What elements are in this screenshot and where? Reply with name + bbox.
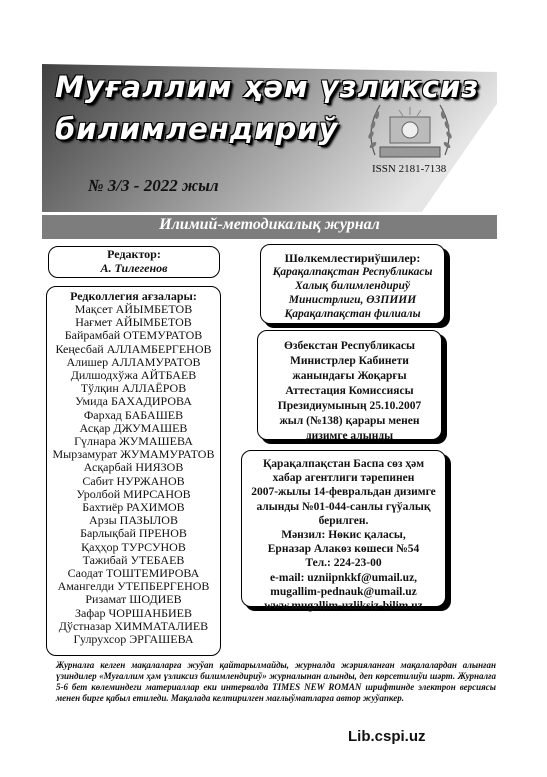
- board-member: Мақсет АЙЫМБЕТОВ: [74, 302, 193, 316]
- board-title: Редколлегия ағзалары:: [70, 289, 197, 303]
- attestation-line: жыл (№138) қарары менен: [279, 415, 420, 427]
- founders-line: Халық билимлендириў: [294, 280, 411, 292]
- founders-line: Министрлиги, ӨЗПИИИ: [288, 294, 417, 306]
- board-member: Уролбой МИРСАНОВ: [76, 486, 191, 501]
- editor-label: Редактор:: [107, 247, 161, 261]
- board-member: Тажибай УТЕБАЕВ: [82, 552, 185, 567]
- board-member: Сабит НУРЖАНОВ: [82, 473, 185, 488]
- journal-title-line2: билимлендириў: [55, 112, 339, 146]
- issn-number: ISSN 2181-7138: [372, 163, 447, 175]
- journal-title-line1: Муғаллим ҳәм үзликсиз: [55, 70, 480, 104]
- press-line: 2007-жылы 14-февральдан дизимге: [251, 486, 436, 499]
- journal-type: Илимий-методикалық журнал: [159, 216, 380, 233]
- board-member: Арзы ПАЗЫЛОВ: [89, 513, 178, 528]
- press-phone: Тел.: 224-23-00: [305, 557, 382, 570]
- board-member: Асқар ДЖУМАШЕВ: [79, 420, 188, 435]
- board-member: Байрамбай ОТЕМУРАТОВ: [64, 328, 203, 343]
- board-member: Асқарбай НИЯЗОВ: [83, 460, 184, 475]
- board-member: Умида БАХАДИРОВА: [75, 394, 192, 409]
- founders-box: [260, 244, 445, 324]
- editorial-board-box: [46, 286, 221, 656]
- board-member: Амангелди УТЕПБЕРГЕНОВ: [57, 579, 210, 594]
- attestation-line: Өзбекстан Республикасы: [283, 340, 416, 352]
- editor-name: А. Тилегенов: [100, 261, 168, 275]
- attestation-line: Министрлер Кабинети: [290, 355, 409, 367]
- board-member: Тўлқин АЛЛАЁРОВ: [80, 381, 187, 396]
- press-text: [242, 457, 445, 613]
- journal-emblem-icon: [355, 95, 465, 165]
- board-member: Алишер АЛЛАМУРАТОВ: [66, 354, 201, 369]
- board-member: Дилшодхўжа АЙТБАЕВ: [70, 368, 197, 383]
- press-line: берилген.: [318, 514, 369, 527]
- issue-number: № 3/3 - 2022 жыл: [88, 176, 219, 195]
- board-member: Фархад БАБАШЕВ: [83, 407, 184, 422]
- press-registration-box: [241, 450, 446, 613]
- board-member: Қаҳҳор ТУРСУНОВ: [81, 539, 186, 554]
- board-member: Ризамат ШОДИЕВ: [85, 592, 182, 607]
- press-address: Ерназар Алакөз көшеси №54: [267, 543, 420, 556]
- board-member: Мырзамурат ЖУМАМУРАТОВ: [52, 447, 215, 462]
- board-member: Нағмет АЙЫМБЕТОВ: [75, 315, 192, 330]
- board-member: Гүлнара ЖУМАШЕВА: [74, 434, 193, 449]
- press-line: хабар агентлиги тәрепинен: [272, 472, 415, 485]
- press-line: Қарақалпақстан Баспа сөз ҳәм: [262, 458, 425, 470]
- attestation-line: Президиумының 25.10.2007: [277, 400, 422, 412]
- founders-title: Шөлкемлестириўшилер:: [284, 251, 421, 265]
- press-website: www.mugallim-uzliksiz-bilim.uz: [264, 600, 423, 613]
- board-member: Саодат ТОШТЕМИРОВА: [67, 566, 200, 581]
- board-member-list: [47, 303, 220, 646]
- press-line: алынды №01-044-санлы гүўалық: [256, 500, 431, 513]
- board-member: Барлықбай ПРЕНОВ: [80, 526, 187, 541]
- founders-line: Қарақалпақстан Республикасы: [272, 266, 433, 278]
- board-member: Зафар ЧОРШАНБИЕВ: [75, 605, 192, 620]
- board-member: Кеңесбай АЛЛАМБЕРГЕНОВ: [55, 341, 212, 356]
- submission-note: Журналға келген мақалаларға жуўап қайтарылмайды, журналда жәрияланған мақалалардан алынған үзиндилер «Муғаллим ҳәм үзликсиз билимлендириў» журналынан алынды, деп көрсетилиўи шәрт. Журналға 5-6 бет көлеминдеги материаллар еки интервалда TIMES NEW ROMAN шрифтинде электрон версиясы менен бирге қабыл етиледи. Мақалада келтирилген мағлыўматларға автор жуўапкер.: [56, 660, 496, 703]
- founders-line: Қарақалпақстан филиалы: [284, 308, 421, 320]
- library-site-label: Lib.cspi.uz: [348, 728, 426, 745]
- attestation-text: [258, 339, 441, 444]
- board-member: Бахтиёр РАХИМОВ: [82, 500, 185, 515]
- board-member: Дўстназар ХИММАТАЛИЕВ: [58, 618, 209, 633]
- attestation-line: жанындағы Жоқарғы: [292, 370, 407, 382]
- editor-box: [48, 246, 220, 278]
- attestation-box: [257, 330, 442, 440]
- attestation-line: дизимге алынды: [305, 430, 394, 442]
- press-email: mugallim-pednauk@umail.uz: [270, 585, 417, 598]
- press-email: e-mail: uzniipnkkf@umail.uz,: [269, 571, 418, 584]
- attestation-line: Аттестация Комиссиясы: [285, 385, 414, 397]
- board-member: Гулрухсор ЭРГАШЕВА: [73, 632, 194, 647]
- press-address: Мәнзил: Нөкис қаласы,: [281, 529, 406, 542]
